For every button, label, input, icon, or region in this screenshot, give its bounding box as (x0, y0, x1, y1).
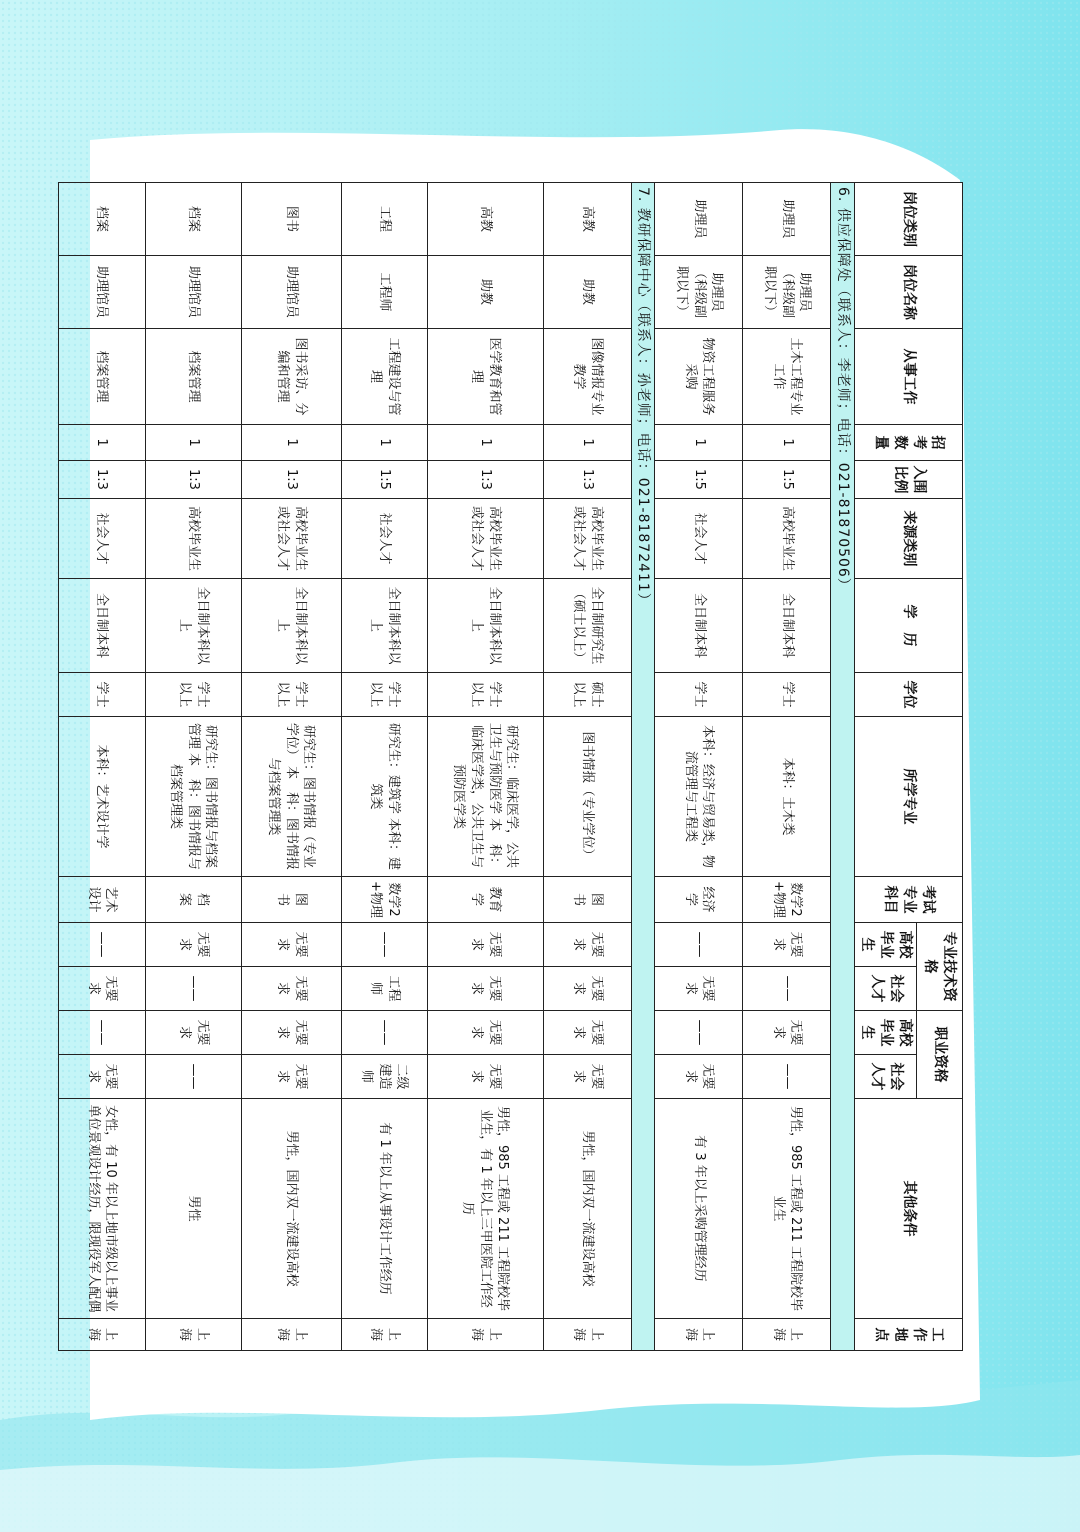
table-row (427, 183, 543, 1351)
cell-major: 研究生：临床医学，公共卫生与预防医学 本 科：临床医学类，公共卫生与预防医学类 (427, 717, 543, 877)
cell-work: 物资工程服务采购 (655, 329, 743, 425)
cell-vq-grad: —— (58, 1011, 145, 1055)
cell-degree: 学士 (743, 673, 831, 717)
cell-degree: 学士以上 (341, 673, 427, 717)
table-row (655, 183, 743, 1351)
cell-vq-social: 无要求 (58, 1055, 145, 1099)
cell-category: 工程 (341, 183, 427, 256)
cell-vq-social: 无要求 (543, 1055, 631, 1099)
table-row (543, 183, 631, 1351)
cell-vq-grad: 无要求 (743, 1011, 831, 1055)
cell-vq-grad: 无要求 (145, 1011, 241, 1055)
cell-pq-grad: —— (655, 923, 743, 967)
cell-vq-grad: —— (341, 1011, 427, 1055)
cell-degree: 学士 (58, 673, 145, 717)
cell-pq-grad: 无要求 (427, 923, 543, 967)
cell-major: 本科：经济与贸易类，物流管理与工程类 (655, 717, 743, 877)
cell-position-name: 助理员（科级副职以下） (743, 256, 831, 329)
header-ratio: 入围比例 (855, 461, 963, 499)
cell-quota: 1 (145, 425, 241, 461)
cell-vq-grad: 无要求 (427, 1011, 543, 1055)
cell-category: 高教 (543, 183, 631, 256)
table-row (341, 183, 427, 1351)
cell-position-name: 助理馆员 (58, 256, 145, 329)
cell-ratio: 1:3 (427, 461, 543, 499)
cell-vq-social: —— (743, 1055, 831, 1099)
header-location: 工作地点 (855, 1319, 963, 1351)
cell-degree: 学士以上 (241, 673, 341, 717)
rotated-table-wrapper (85, 182, 963, 1350)
cell-education: 全日制本科 (655, 579, 743, 673)
cell-vq-grad: 无要求 (543, 1011, 631, 1055)
header-category: 岗位类别 (855, 183, 963, 256)
cell-major: 研究生：图书情报与档案管理 本 科：图书情报与档案管理类 (145, 717, 241, 877)
cell-ratio: 1:5 (341, 461, 427, 499)
cell-other: 男性 (145, 1099, 241, 1319)
cell-exam: 数学2+物理 (341, 877, 427, 923)
header-prof-qual: 专业技术资格 (917, 923, 963, 1011)
cell-pq-grad: —— (58, 923, 145, 967)
cell-location: 上海 (655, 1319, 743, 1351)
header-major: 所学专业 (855, 717, 963, 877)
cell-pq-social: —— (743, 967, 831, 1011)
cell-location: 上海 (341, 1319, 427, 1351)
cell-exam: 艺术设计 (58, 877, 145, 923)
header-work: 从事工作 (855, 329, 963, 425)
header-exam: 考试专业科目 (855, 877, 963, 923)
header-education: 学 历 (855, 579, 963, 673)
cell-ratio: 1:3 (145, 461, 241, 499)
cell-ratio: 1:5 (743, 461, 831, 499)
cell-source: 高校毕业生或社会人才 (543, 499, 631, 579)
cell-position-name: 助教 (543, 256, 631, 329)
cell-vq-grad: —— (655, 1011, 743, 1055)
cell-other: 男性，国内双一流建设高校 (543, 1099, 631, 1319)
cell-vq-social: 无要求 (241, 1055, 341, 1099)
cell-pq-social: —— (145, 967, 241, 1011)
cell-quota: 1 (655, 425, 743, 461)
cell-pq-grad: 无要求 (743, 923, 831, 967)
cell-education: 全日制本科 (743, 579, 831, 673)
cell-degree: 学士以上 (145, 673, 241, 717)
cell-pq-social: 工程师 (341, 967, 427, 1011)
cell-source: 高校毕业生 (743, 499, 831, 579)
cell-education: 全日制研究生（硕士以上） (543, 579, 631, 673)
table-row (145, 183, 241, 1351)
cell-education: 全日制本科以上 (427, 579, 543, 673)
header-quota: 招考数量 (855, 425, 963, 461)
cell-source: 社会人才 (58, 499, 145, 579)
recruitment-table (58, 182, 963, 1351)
cell-pq-social: 无要求 (543, 967, 631, 1011)
cell-pq-grad: —— (341, 923, 427, 967)
cell-category: 档案 (145, 183, 241, 256)
cell-quota: 1 (427, 425, 543, 461)
cell-major: 图书情报（专业学位） (543, 717, 631, 877)
cell-position-name: 助教 (427, 256, 543, 329)
cell-other: 有 1 年以上从事设计工作经历 (341, 1099, 427, 1319)
cell-position-name: 助理馆员 (241, 256, 341, 329)
header-degree: 学位 (855, 673, 963, 717)
cell-category: 高教 (427, 183, 543, 256)
header-pq-social: 社会人才 (855, 967, 917, 1011)
cell-pq-social: 无要求 (427, 967, 543, 1011)
header-pq-grad: 高校毕业生 (855, 923, 917, 967)
cell-exam: 教育学 (427, 877, 543, 923)
cell-other: 女性，有 10 年以上地市级以上事业单位景观设计经历，限现役军人配偶 (58, 1099, 145, 1319)
cell-location: 上海 (58, 1319, 145, 1351)
table-row (241, 183, 341, 1351)
cell-ratio: 1:3 (58, 461, 145, 499)
cell-other: 男性，985 工程或 211 工程院校毕业生，有 1 年以上三甲医院工作经历 (427, 1099, 543, 1319)
header-source: 来源类别 (855, 499, 963, 579)
cell-education: 全日制本科以上 (145, 579, 241, 673)
cell-category: 档案 (58, 183, 145, 256)
cell-vq-social: 二级建造师 (341, 1055, 427, 1099)
cell-work: 档案管理 (145, 329, 241, 425)
header-position-name: 岗位名称 (855, 256, 963, 329)
cell-degree: 硕士以上 (543, 673, 631, 717)
table-row (58, 183, 145, 1351)
cell-location: 上海 (241, 1319, 341, 1351)
cell-exam: 经济学 (655, 877, 743, 923)
header-voc-qual: 职业资格 (917, 1011, 963, 1099)
section-title: 7. 教研保障中心（联系人：孙老师；电话：021-81872411） (631, 183, 655, 1351)
cell-location: 上海 (543, 1319, 631, 1351)
cell-pq-grad: 无要求 (145, 923, 241, 967)
table-row (743, 183, 831, 1351)
cell-location: 上海 (743, 1319, 831, 1351)
cell-category: 助理员 (743, 183, 831, 256)
cell-position-name: 助理馆员 (145, 256, 241, 329)
cell-source: 社会人才 (655, 499, 743, 579)
cell-source: 高校毕业生 (145, 499, 241, 579)
cell-location: 上海 (145, 1319, 241, 1351)
header-other: 其他条件 (855, 1099, 963, 1319)
cell-pq-grad: 无要求 (241, 923, 341, 967)
cell-work: 图书采访、分编和管理 (241, 329, 341, 425)
cell-vq-grad: 无要求 (241, 1011, 341, 1055)
cell-ratio: 1:3 (241, 461, 341, 499)
header-vq-grad: 高校毕业生 (855, 1011, 917, 1055)
cell-category: 助理员 (655, 183, 743, 256)
header-vq-social: 社会人才 (855, 1055, 917, 1099)
cell-quota: 1 (743, 425, 831, 461)
cell-ratio: 1:5 (655, 461, 743, 499)
document-page (85, 182, 963, 1350)
cell-exam: 数学2+物理 (743, 877, 831, 923)
cell-education: 全日制本科以上 (241, 579, 341, 673)
cell-other: 有 3 年以上采购管理经历 (655, 1099, 743, 1319)
cell-work: 医学教育和管理 (427, 329, 543, 425)
cell-quota: 1 (341, 425, 427, 461)
cell-position-name: 助理员（科级副职以下） (655, 256, 743, 329)
cell-work: 土木工程专业工作 (743, 329, 831, 425)
cell-work: 档案管理 (58, 329, 145, 425)
cell-exam: 图 书 (241, 877, 341, 923)
cell-ratio: 1:3 (543, 461, 631, 499)
cell-quota: 1 (241, 425, 341, 461)
cell-education: 全日制本科以上 (341, 579, 427, 673)
cell-other: 男性，国内双一流建设高校 (241, 1099, 341, 1319)
cell-source: 高校毕业生或社会人才 (427, 499, 543, 579)
cell-exam: 图 书 (543, 877, 631, 923)
cell-pq-social: 无要求 (655, 967, 743, 1011)
cell-position-name: 工程师 (341, 256, 427, 329)
cell-degree: 学士 (655, 673, 743, 717)
cell-exam: 档 案 (145, 877, 241, 923)
cell-pq-social: 无要求 (58, 967, 145, 1011)
cell-category: 图书 (241, 183, 341, 256)
cell-major: 研究生：建筑学 本科：建筑类 (341, 717, 427, 877)
cell-other: 男性，985 工程或 211 工程院校毕业生 (743, 1099, 831, 1319)
cell-vq-social: 无要求 (427, 1055, 543, 1099)
cell-major: 研究生：图书情报（专业学位） 本 科：图书情报与档案管理类 (241, 717, 341, 877)
cell-degree: 学士以上 (427, 673, 543, 717)
cell-work: 工程建设与管理 (341, 329, 427, 425)
cell-major: 本科：艺术设计学 (58, 717, 145, 877)
cell-education: 全日制本科 (58, 579, 145, 673)
cell-source: 社会人才 (341, 499, 427, 579)
cell-source: 高校毕业生或社会人才 (241, 499, 341, 579)
cell-work: 图像情报专业教学 (543, 329, 631, 425)
cell-quota: 1 (58, 425, 145, 461)
cell-location: 上海 (427, 1319, 543, 1351)
cell-quota: 1 (543, 425, 631, 461)
cell-major: 本科：土木类 (743, 717, 831, 877)
section-title: 6. 供应保障处（联系人：李老师；电话：021-81870506） (831, 183, 855, 1351)
cell-pq-social: 无要求 (241, 967, 341, 1011)
cell-vq-social: 无要求 (655, 1055, 743, 1099)
cell-pq-grad: 无要求 (543, 923, 631, 967)
cell-vq-social: —— (145, 1055, 241, 1099)
